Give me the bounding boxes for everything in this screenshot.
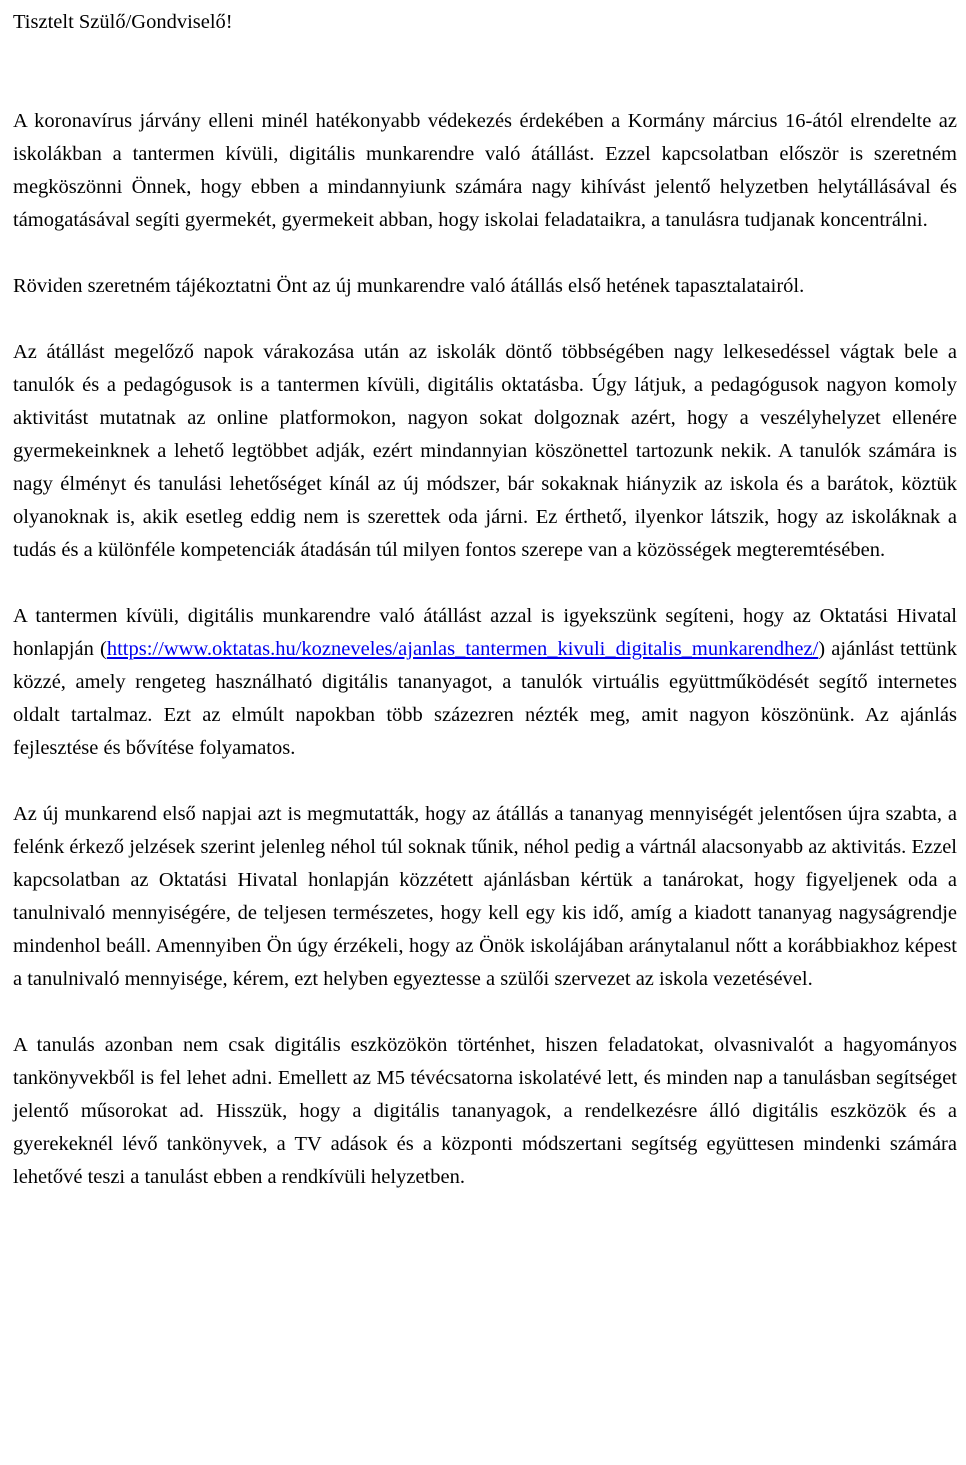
letter-page — [13, 6, 957, 1194]
paragraph-recommendation-text-end: ) ajánlást tettünk közzé, amely rengeteg használható digitális tananyagot, a tanulók virtuális együttműködését segítő internetes oldalt tartalmaz. Ezt az elmúlt napokban több százezren nézték meg, amit nagyon köszönünk. Az ajánlás fejlesztése és bővítése folyamatos. — [13, 638, 958, 759]
paragraph-alternative-learning: A tanulás azonban nem csak digitális eszközökön történhet, hiszen feladatokat, olvasnivalót a hagyományos tankönyvekből is fel lehet adni. Emellett az M5 tévécsatorna iskolatévé lett, és minden nap a tanulásban segítséget jelentő műsorokat ad. Hisszük, hogy a digitális tananyagok, a rendelkezésre álló digitális eszközök és a gyerekeknél lévő tankönyvek, a TV adások és a központi módszertani segítség együttesen mindenki számára lehetővé teszi a tanulást ebben a rendkívüli helyzetben. — [13, 1034, 957, 1188]
paragraph-teachers-students: Az átállást megelőző napok várakozása után az iskolák döntő többségében nagy lelkesedéssel vágtak bele a tanulók és a pedagógusok is a tantermen kívüli, digitális oktatásba. Úgy látjuk, a pedagógusok nagyon komoly aktivitást mutatnak az online platformokon, nagyon sokat dolgoznak azért, hogy a veszélyhelyzet ellenére gyermekeinknek a lehető legtöbbet adják, ezért mindannyian köszönettel tartozunk nekik. A tanulók számára is nagy élményt és tanulási lehetőséget kínál az új módszer, bár sokaknak hiányzik az iskola és a barátok, köztük olyanoknak is, akik esetleg eddig nem is szerettek oda járni. Ez érthető, ilyenkor látszik, hogy az iskoláknak a tudás és a különféle kompetenciák átadásán túl milyen fontos szerepe van a közösségek megteremtésében. — [13, 341, 957, 561]
paragraph-lockdown-intro: A koronavírus járvány elleni minél hatékonyabb védekezés érdekében a Kormány március 16-ától elrendelte az iskolákban a tantermen kívüli, digitális munkarendre való átállást. Ezzel kapcsolatban először is szeretném megköszönni Önnek, hogy ebben a mindannyiunk számára nagy kihívást jelentő helyzetben helytállásával és támogatásával segíti gyermekét, gyermekeit abban, hogy iskolai feladataikra, a tanulásra tudjanak koncentrálni. — [13, 110, 957, 231]
letter-greeting: Tisztelt Szülő/Gondviselő! — [13, 11, 233, 33]
paragraph-recommendation-text-start: A tantermen kívüli, digitális munkarendre való átállást azzal is igyekszünk segíteni, hogy az Oktatási Hivatal honlapján ( — [13, 605, 957, 660]
paragraph-first-week: Röviden szeretném tájékoztatni Önt az új munkarendre való átállás első hetének tapasztalatairól. — [13, 275, 805, 297]
paragraph-recommendation — [13, 600, 957, 765]
oktatas-recommendation-link[interactable]: https://www.oktatas.hu/kozneveles/ajanlas_tantermen_kivuli_digitalis_munkarendhez/ — [106, 638, 819, 660]
paragraph-workload: Az új munkarend első napjai azt is megmutatták, hogy az átállás a tananyag mennyiségét jelentősen újra szabta, a felénk érkező jelzések szerint jelenleg néhol túl soknak tűnik, néhol pedig a vártnál alacsonyabb az aktivitás. Ezzel kapcsolatban az Oktatási Hivatal honlapján közzétett ajánlásban kértük a tanárokat, hogy figyeljenek oda a tanulnivaló mennyiségére, de teljesen természetes, hogy kell egy kis idő, amíg a kiadott tananyag nagyságrendje mindenhol beáll. Amennyiben Ön úgy érzékeli, hogy az Önök iskolájában aránytalanul nőtt a korábbiakhoz képest a tanulnivaló mennyisége, kérem, ezt helyben egyeztesse a szülői szervezet az iskola vezetésével. — [13, 803, 957, 990]
